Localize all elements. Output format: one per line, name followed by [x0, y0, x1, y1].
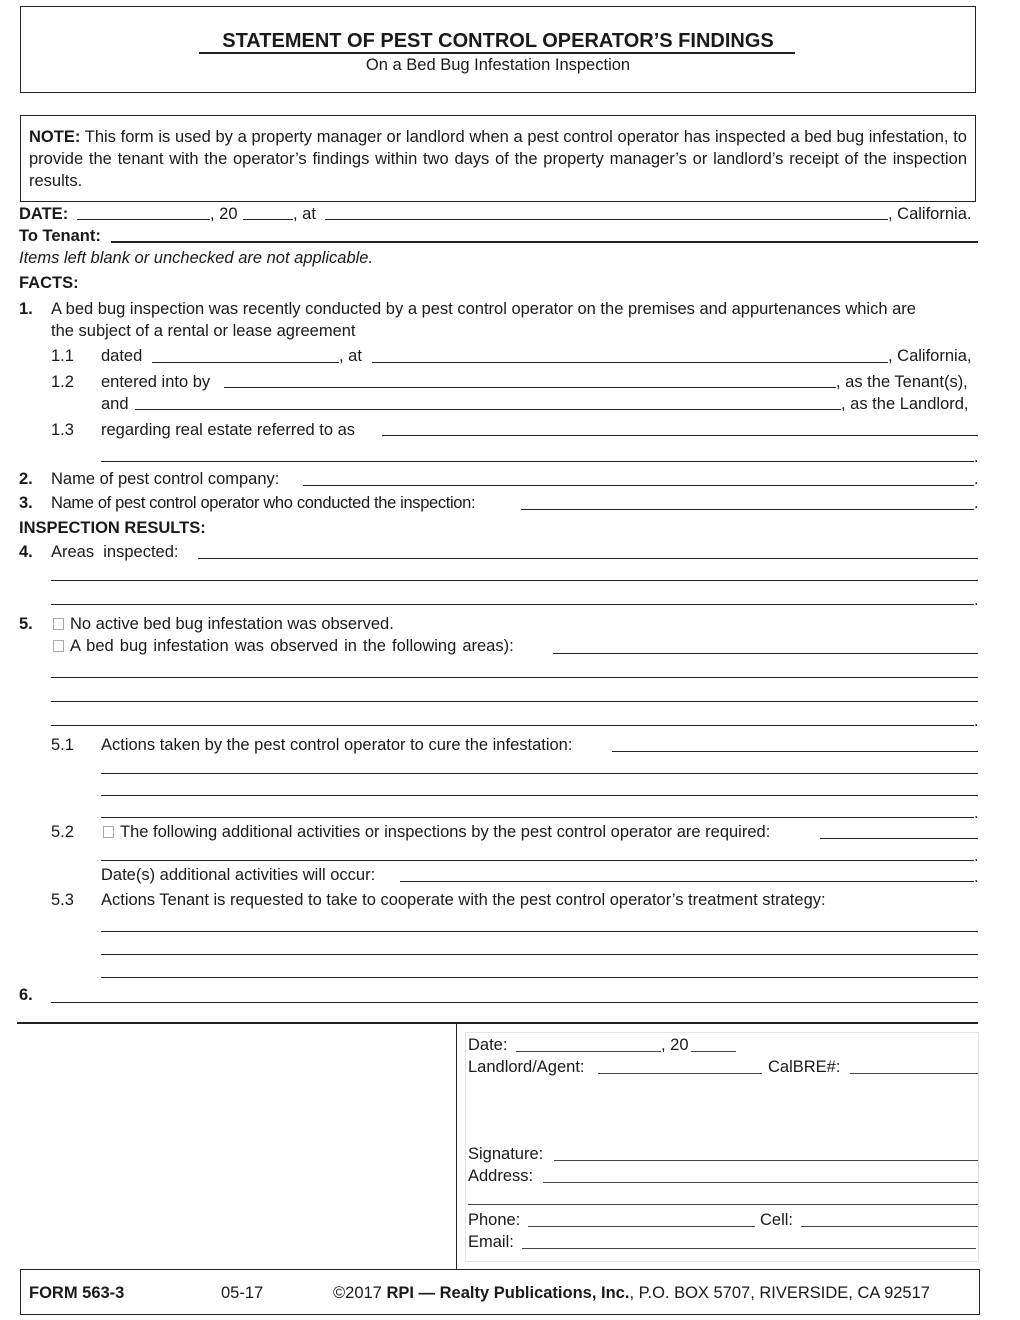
signature-column-divider [456, 1023, 457, 1269]
calbre-label: CalBRE#: [768, 1058, 841, 1076]
footer-box [20, 1269, 980, 1315]
copyright-prefix: ©2017 [333, 1284, 387, 1302]
item-5-2-end: . [974, 847, 979, 865]
actions-taken-field-line3[interactable] [101, 795, 978, 796]
infestation-observed-label: A bed bug infestation was observed in the following areas): [70, 637, 514, 655]
signature-block [465, 1032, 979, 1262]
infestation-observed-checkbox[interactable] [53, 640, 64, 652]
item-1-number: 1. [19, 300, 33, 318]
areas-inspected-field-line3[interactable] [51, 604, 974, 605]
item-4-label: Areas inspected: [51, 543, 179, 561]
form-subtitle: On a Bed Bug Infestation Inspection [365, 56, 631, 74]
item-5-1-number: 5.1 [51, 736, 74, 754]
landlord-agent-label: Landlord/Agent: [468, 1058, 585, 1076]
actions-taken-field-line2[interactable] [101, 773, 978, 774]
sig-date-field[interactable] [516, 1051, 661, 1052]
item-5-3-number: 5.3 [51, 891, 74, 909]
item-3-label: Name of pest control operator who conducted the inspection: [51, 494, 476, 512]
phone-label: Phone: [468, 1211, 521, 1229]
tenant-name-field[interactable] [224, 387, 836, 388]
sig-date-label: Date: [468, 1036, 508, 1054]
item-1-1-california-suffix: , California, [888, 347, 972, 365]
instructions-note: Items left blank or unchecked are not applicable. [19, 249, 374, 267]
item-3-end: . [974, 494, 979, 512]
item-1-2-tenant-suffix: , as the Tenant(s), [836, 373, 968, 391]
no-infestation-option[interactable] [53, 614, 394, 634]
tenant-actions-field-line1[interactable] [101, 931, 978, 932]
actions-taken-field-line4[interactable] [101, 817, 974, 818]
address-field-line1[interactable] [543, 1182, 978, 1183]
date-california-suffix: , California. [888, 205, 972, 223]
landlord-name-field[interactable] [135, 409, 841, 410]
additional-activities-field-line2[interactable] [101, 860, 974, 861]
note-body: This form is used by a property manager or landlord when a pest control operator has inspected a bed bug infestation, to provide the tenant with the operator’s findings within two days of the property manager’s or landlord’s receipt of the inspection results. [29, 128, 967, 190]
real-estate-field-line2[interactable] [101, 461, 974, 462]
form-number: FORM 563-3 [29, 1284, 125, 1302]
item-5-2-number: 5.2 [51, 823, 74, 841]
areas-inspected-field-line2[interactable] [51, 580, 978, 581]
to-tenant-field[interactable] [111, 241, 978, 243]
item-5-2-label: The following additional activities or inspections by the pest control operator are required: [120, 823, 771, 841]
cell-label: Cell: [760, 1211, 794, 1229]
note-text [29, 126, 967, 192]
calbre-field[interactable] [850, 1073, 978, 1074]
infestation-observed-option[interactable] [53, 636, 514, 656]
item-1-3-number: 1.3 [51, 421, 74, 439]
additional-dates-field[interactable] [400, 881, 974, 882]
pest-control-company-field[interactable] [303, 485, 974, 486]
additional-dates-label: Date(s) additional activities will occur: [101, 866, 376, 884]
item-3-number: 3. [19, 494, 33, 512]
no-infestation-checkbox[interactable] [53, 618, 64, 630]
item-1-1-dated-label: dated [101, 347, 143, 365]
date-at-label: , at [293, 205, 316, 223]
item-1-text-line1: A bed bug inspection was recently conducted by a pest control operator on the premises and appurtenances which are [51, 300, 916, 318]
infestation-areas-field-line4[interactable] [51, 725, 974, 726]
phone-field[interactable] [528, 1226, 755, 1227]
inspection-results-heading: INSPECTION RESULTS: [19, 519, 206, 537]
email-label: Email: [468, 1233, 514, 1251]
copyright-line [333, 1283, 930, 1303]
date-field[interactable] [77, 219, 210, 220]
signature-field[interactable] [554, 1160, 978, 1161]
item-1-1-at-label: , at [339, 347, 362, 365]
note-box [20, 115, 976, 202]
areas-inspected-field-line1[interactable] [198, 558, 978, 559]
cell-field[interactable] [801, 1226, 978, 1227]
item-5-3-label: Actions Tenant is requested to take to cooperate with the pest control operator’s treatment strategy: [101, 891, 826, 909]
item-5-end: . [974, 712, 979, 730]
item-2-label: Name of pest control company: [51, 470, 280, 488]
title-underline [199, 52, 795, 54]
publisher-name: RPI — Realty Publications, Inc. [386, 1284, 630, 1302]
item-1-2-label: entered into by [101, 373, 211, 391]
publisher-address: , P.O. BOX 5707, RIVERSIDE, CA 92517 [629, 1284, 930, 1302]
additional-activities-field-line1[interactable] [820, 838, 978, 839]
real-estate-field-line1[interactable] [382, 435, 978, 436]
to-tenant-label: To Tenant: [19, 227, 101, 245]
item-5-1-end: . [974, 804, 979, 822]
additional-activities-checkbox[interactable] [103, 826, 114, 838]
sig-year-field[interactable] [691, 1051, 736, 1052]
item-2-number: 2. [19, 470, 33, 488]
form-revision: 05-17 [221, 1284, 264, 1302]
item-5-1-label: Actions taken by the pest control operator to cure the infestation: [101, 736, 573, 754]
date-year-field[interactable] [243, 219, 293, 220]
sig-year-prefix: , 20 [661, 1036, 689, 1054]
additional-activities-option[interactable] [103, 822, 770, 842]
infestation-areas-field-line2[interactable] [51, 677, 978, 678]
address-label: Address: [468, 1167, 534, 1185]
additional-dates-end: . [974, 868, 979, 886]
item-1-3-label: regarding real estate referred to as [101, 421, 356, 439]
item-1-text-line2: the subject of a rental or lease agreement [51, 322, 356, 340]
pest-control-operator-field[interactable] [521, 509, 974, 510]
agreement-date-field[interactable] [152, 362, 339, 363]
infestation-areas-field-line3[interactable] [51, 701, 978, 702]
tenant-actions-field-line2[interactable] [101, 954, 978, 955]
no-infestation-label: No active bed bug infestation was observed. [70, 615, 394, 633]
facts-heading: FACTS: [19, 274, 79, 292]
item-2-end: . [974, 470, 979, 488]
email-field[interactable] [522, 1248, 976, 1249]
item-1-2-landlord-suffix: , as the Landlord, [841, 395, 969, 413]
item-4-end: . [974, 591, 979, 609]
title-box [20, 6, 976, 93]
item-5-number: 5. [19, 615, 33, 633]
actions-taken-field-line1[interactable] [612, 751, 978, 752]
date-place-field[interactable] [325, 219, 888, 220]
signature-label: Signature: [468, 1145, 544, 1163]
agreement-place-field[interactable] [372, 362, 888, 363]
item-1-2-number: 1.2 [51, 373, 74, 391]
landlord-agent-field[interactable] [598, 1073, 762, 1074]
address-field-line2[interactable] [468, 1204, 978, 1205]
infestation-areas-field-line1[interactable] [553, 653, 978, 654]
form-title: STATEMENT OF PEST CONTROL OPERATOR’S FINDINGS [222, 30, 774, 52]
note-label: NOTE: [29, 128, 81, 146]
date-label: DATE: [19, 205, 69, 223]
item-1-1-number: 1.1 [51, 347, 74, 365]
date-year-prefix: , 20 [210, 205, 238, 223]
item-6-number: 6. [19, 986, 33, 1004]
item-4-number: 4. [19, 543, 33, 561]
item-6-field[interactable] [51, 1002, 978, 1003]
item-1-2-and-label: and [101, 395, 129, 413]
item-1-3-end: . [974, 448, 979, 466]
signature-section-divider [17, 1022, 978, 1024]
tenant-actions-field-line3[interactable] [101, 977, 978, 978]
